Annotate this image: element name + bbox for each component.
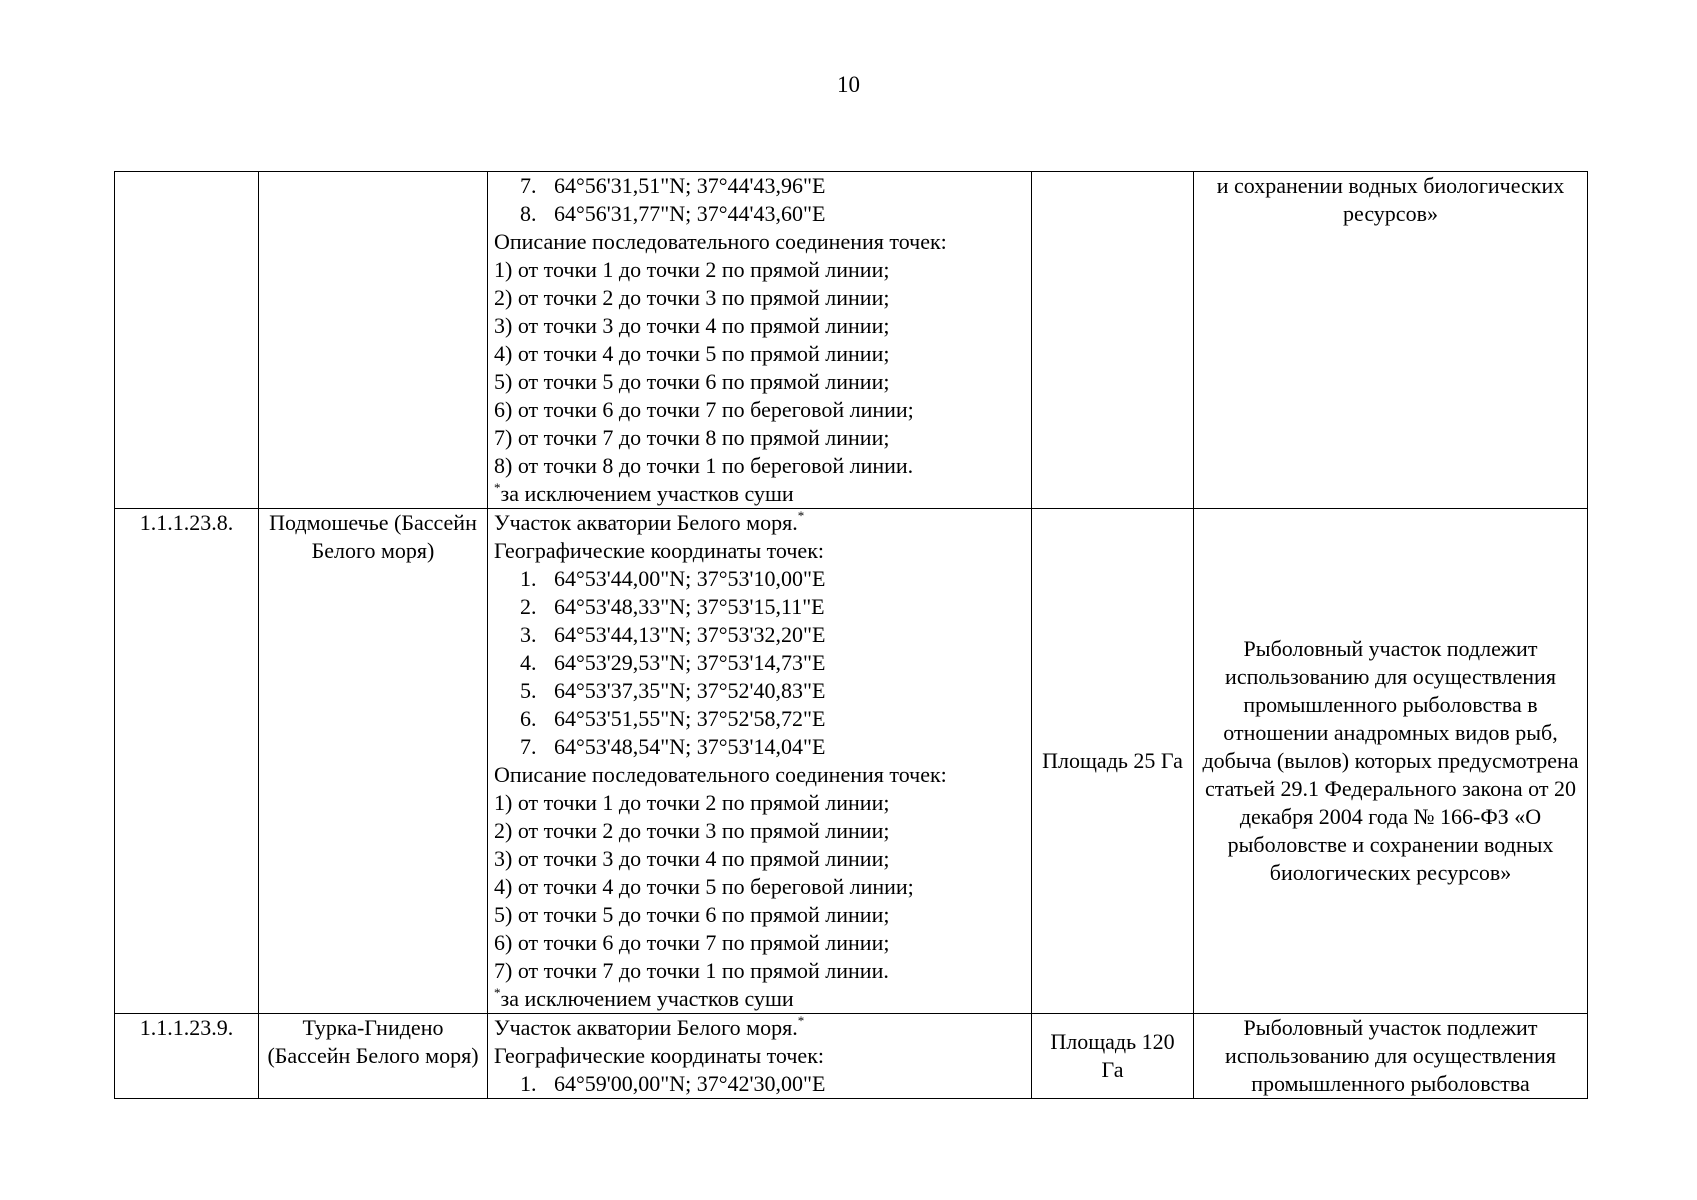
coordinate-point: 5. 64°53'37,35"N; 37°52'40,83"E: [520, 678, 826, 703]
coords-title: Географические координаты точек:: [494, 538, 824, 563]
cell-name: Турка-Гнидено (Бассейн Белого моря): [259, 1014, 488, 1099]
cell-area: Площадь 25 Га: [1032, 509, 1194, 1014]
description-title: Описание последовательного соединения точек:: [494, 762, 947, 787]
segment-line: 4) от точки 4 до точки 5 по прямой линии;: [494, 341, 890, 366]
table-row: [115, 509, 1588, 1014]
cell-name: Подмошечье (Бассейн Белого моря): [259, 509, 488, 1014]
segment-line: 8) от точки 8 до точки 1 по береговой линии.: [494, 453, 914, 478]
coordinate-point: 2. 64°53'48,33"N; 37°53'15,11"E: [520, 594, 825, 619]
segment-line: 5) от точки 5 до точки 6 по прямой линии;: [494, 902, 890, 927]
segment-line: 7) от точки 7 до точки 8 по прямой линии;: [494, 425, 890, 450]
coordinate-point: 8. 64°56'31,77"N; 37°44'43,60"E: [520, 201, 826, 226]
cell-description: [488, 1014, 1032, 1099]
coordinate-point: 1. 64°53'44,00"N; 37°53'10,00"E: [520, 566, 826, 591]
description-title: Описание последовательного соединения точек:: [494, 229, 947, 254]
segment-line: 2) от точки 2 до точки 3 по прямой линии;: [494, 818, 890, 843]
cell-area: [1032, 172, 1194, 509]
cell-purpose: Рыболовный участок подлежит использованию для осуществления промышленного рыболовства: [1194, 1014, 1588, 1099]
segment-line: 5) от точки 5 до точки 6 по прямой линии;: [494, 369, 890, 394]
water-area-title: Участок акватории Белого моря.*: [494, 507, 805, 535]
coords-title: Географические координаты точек:: [494, 1043, 824, 1068]
segment-line: 1) от точки 1 до точки 2 по прямой линии;: [494, 790, 890, 815]
segment-line: 3) от точки 3 до точки 4 по прямой линии;: [494, 313, 890, 338]
segment-line: 4) от точки 4 до точки 5 по береговой линии;: [494, 874, 914, 899]
land-exclusion-note: *за исключением участков суши: [494, 984, 794, 1011]
land-exclusion-note: *за исключением участков суши: [494, 479, 794, 506]
table-row-continued: [115, 172, 1588, 509]
segment-line: 7) от точки 7 до точки 1 по прямой линии.: [494, 958, 889, 983]
segment-line: 2) от точки 2 до точки 3 по прямой линии;: [494, 285, 890, 310]
coordinate-point: 7. 64°53'48,54"N; 37°53'14,04"E: [520, 734, 826, 759]
cell-purpose: Рыболовный участок подлежит использованию для осуществления промышленного рыболовства в отношении анадромных видов рыб, добыча (вылов) которых предусмотрена статьей 29.1 Федерального закона от 20 декабря 2004 года № 166-ФЗ «О рыболовстве и сохранении водных биологических ресурсов»: [1194, 509, 1588, 1014]
water-area-title: Участок акватории Белого моря.*: [494, 1012, 805, 1040]
coordinate-point: 7. 64°56'31,51"N; 37°44'43,96"E: [520, 173, 826, 198]
segment-line: 6) от точки 6 до точки 7 по прямой линии;: [494, 930, 890, 955]
segment-line: 3) от точки 3 до точки 4 по прямой линии;: [494, 846, 890, 871]
cell-purpose: и сохранении водных биологических ресурсов»: [1194, 172, 1588, 509]
coordinate-point: 6. 64°53'51,55"N; 37°52'58,72"E: [520, 706, 826, 731]
fishing-areas-table: [114, 171, 1588, 1099]
coordinate-point: 3. 64°53'44,13"N; 37°53'32,20"E: [520, 622, 826, 647]
table-row: [115, 1014, 1588, 1099]
cell-number: 1.1.1.23.9.: [115, 1014, 259, 1099]
cell-area: Площадь 120 Га: [1032, 1014, 1194, 1099]
segment-line: 1) от точки 1 до точки 2 по прямой линии;: [494, 257, 890, 282]
cell-name: [259, 172, 488, 509]
cell-number: [115, 172, 259, 509]
cell-description: [488, 509, 1032, 1014]
page-number: 10: [837, 72, 860, 97]
cell-description: [488, 172, 1032, 509]
coordinate-point: 1. 64°59'00,00"N; 37°42'30,00"E: [520, 1071, 826, 1096]
coordinate-point: 4. 64°53'29,53"N; 37°53'14,73"E: [520, 650, 826, 675]
segment-line: 6) от точки 6 до точки 7 по береговой линии;: [494, 397, 914, 422]
cell-number: 1.1.1.23.8.: [115, 509, 259, 1014]
